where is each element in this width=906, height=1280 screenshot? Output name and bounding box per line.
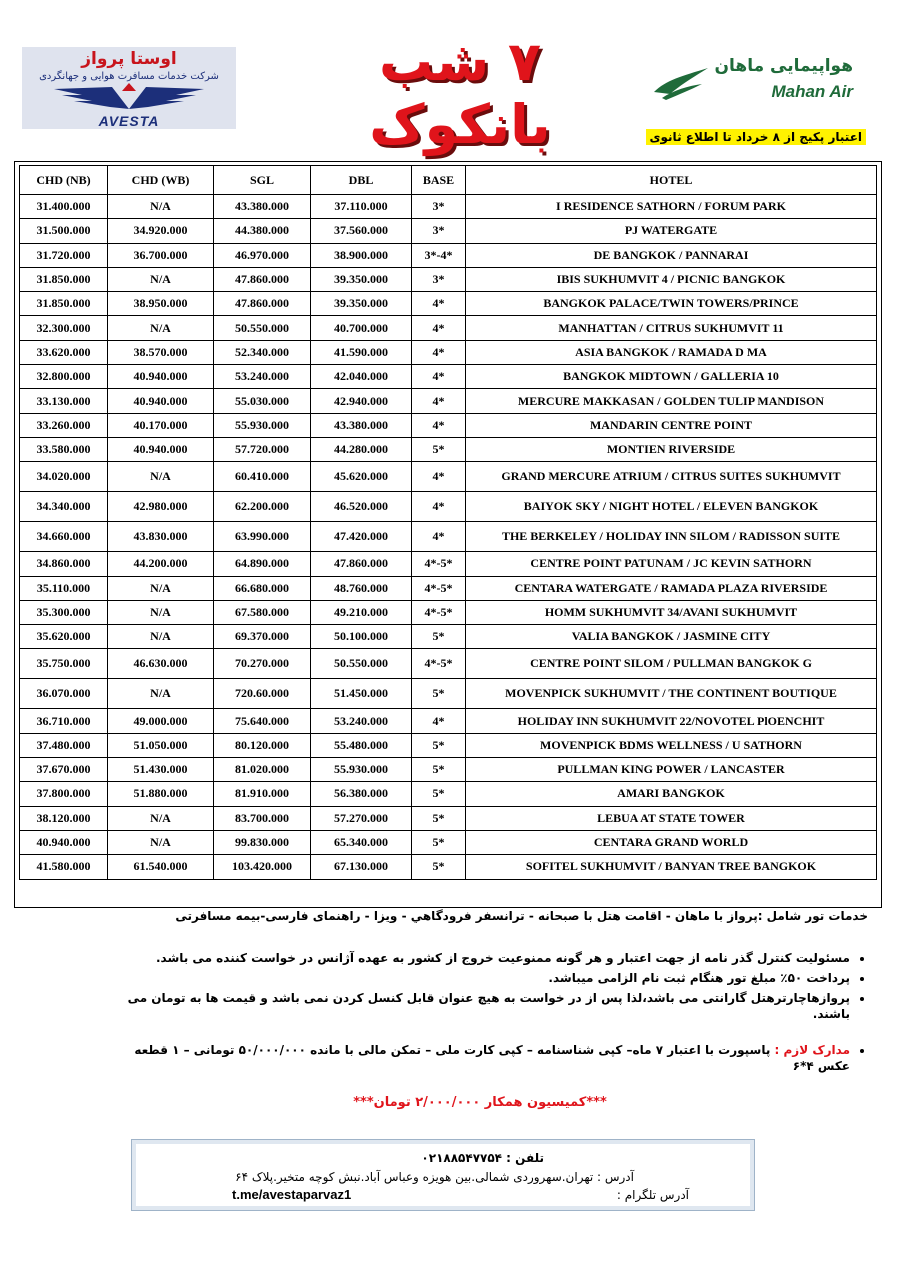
- cell-hotel: MONTIEN RIVERSIDE: [466, 437, 877, 461]
- cell-base: 4*: [412, 462, 466, 492]
- note-item: • پروازهاچارترهتل گارانتی می باشد،لذا پس از در خواست به هیچ عنوان قابل کنسل کردن نمی باشد و قیمت ها به تومان می باشند.: [108, 990, 850, 1022]
- cell-base: 4*-5*: [412, 600, 466, 624]
- table-row: [20, 649, 877, 679]
- cell-dbl: 67.130.000: [311, 855, 412, 879]
- cell-chd-nb: 35.750.000: [20, 649, 108, 679]
- cell-sgl: 83.700.000: [214, 806, 311, 830]
- cell-base: 4*: [412, 709, 466, 733]
- cell-dbl: 55.930.000: [311, 758, 412, 782]
- cell-dbl: 39.350.000: [311, 267, 412, 291]
- cell-chd-wb: N/A: [108, 576, 214, 600]
- cell-sgl: 50.550.000: [214, 316, 311, 340]
- cell-sgl: 63.990.000: [214, 522, 311, 552]
- note-item: • پرداخت ۵۰٪ مبلغ تور هنگام ثبت نام الزامی میباشد.: [108, 970, 850, 986]
- cell-chd-wb: 40.940.000: [108, 437, 214, 461]
- cell-base: 5*: [412, 625, 466, 649]
- agency-en-name: AVESTA: [98, 113, 160, 129]
- cell-chd-nb: 34.020.000: [20, 462, 108, 492]
- cell-base: 4*: [412, 365, 466, 389]
- cell-hotel: LEBUA AT STATE TOWER: [466, 806, 877, 830]
- cell-chd-nb: 34.660.000: [20, 522, 108, 552]
- cell-hotel: CENTRE POINT SILOM / PULLMAN BANGKOK G: [466, 649, 877, 679]
- cell-chd-wb: 61.540.000: [108, 855, 214, 879]
- cell-hotel: PJ WATERGATE: [466, 219, 877, 243]
- table-row: [20, 855, 877, 879]
- cell-dbl: 43.380.000: [311, 413, 412, 437]
- cell-chd-nb: 31.720.000: [20, 243, 108, 267]
- cell-hotel: ASIA BANGKOK / RAMADA D MA: [466, 340, 877, 364]
- cell-chd-wb: 36.700.000: [108, 243, 214, 267]
- cell-sgl: 64.890.000: [214, 552, 311, 576]
- cell-hotel: BANGKOK PALACE/TWIN TOWERS/PRINCE: [466, 292, 877, 316]
- cell-dbl: 57.270.000: [311, 806, 412, 830]
- table-row: [20, 758, 877, 782]
- cell-chd-nb: 32.300.000: [20, 316, 108, 340]
- cell-hotel: DE BANGKOK / PANNARAI: [466, 243, 877, 267]
- cell-chd-nb: 38.120.000: [20, 806, 108, 830]
- cell-base: 3*: [412, 267, 466, 291]
- cell-chd-wb: 51.430.000: [108, 758, 214, 782]
- cell-chd-nb: 33.580.000: [20, 437, 108, 461]
- cell-dbl: 44.280.000: [311, 437, 412, 461]
- cell-dbl: 56.380.000: [311, 782, 412, 806]
- cell-dbl: 47.420.000: [311, 522, 412, 552]
- cell-chd-nb: 34.860.000: [20, 552, 108, 576]
- cell-base: 4*: [412, 340, 466, 364]
- cell-hotel: VALIA BANGKOK / JASMINE CITY: [466, 625, 877, 649]
- cell-base: 4*: [412, 413, 466, 437]
- cell-sgl: 46.970.000: [214, 243, 311, 267]
- cell-dbl: 47.860.000: [311, 552, 412, 576]
- cell-sgl: 70.270.000: [214, 649, 311, 679]
- note-item: • مسئولیت کنترل گذر نامه از جهت اعتبار و هر گونه ممنوعیت خروج از کشور به عهده آژانس در خواست کننده می باشد.: [108, 950, 850, 966]
- cell-chd-nb: 35.620.000: [20, 625, 108, 649]
- table-row: [20, 576, 877, 600]
- cell-chd-wb: 38.570.000: [108, 340, 214, 364]
- cell-base: 5*: [412, 679, 466, 709]
- cell-chd-wb: N/A: [108, 625, 214, 649]
- mahan-air-logo: [652, 56, 857, 106]
- cell-sgl: 103.420.000: [214, 855, 311, 879]
- cell-chd-wb: N/A: [108, 806, 214, 830]
- cell-dbl: 51.450.000: [311, 679, 412, 709]
- telegram-label: آدرس تلگرام :: [616, 1188, 689, 1202]
- cell-chd-nb: 31.400.000: [20, 195, 108, 219]
- cell-dbl: 50.550.000: [311, 649, 412, 679]
- cell-base: 5*: [412, 855, 466, 879]
- cell-chd-nb: 33.260.000: [20, 413, 108, 437]
- cell-chd-wb: 42.980.000: [108, 492, 214, 522]
- cell-hotel: I RESIDENCE SATHORN / FORUM PARK: [466, 195, 877, 219]
- table-row: [20, 437, 877, 461]
- cell-chd-nb: 33.620.000: [20, 340, 108, 364]
- cell-chd-wb: N/A: [108, 316, 214, 340]
- cell-sgl: 720.60.000: [214, 679, 311, 709]
- cell-dbl: 50.100.000: [311, 625, 412, 649]
- table-row: [20, 806, 877, 830]
- cell-sgl: 55.030.000: [214, 389, 311, 413]
- page-title: ۷ شب بانکوک: [369, 30, 551, 156]
- cell-chd-nb: 37.800.000: [20, 782, 108, 806]
- cell-chd-wb: N/A: [108, 462, 214, 492]
- cell-dbl: 55.480.000: [311, 733, 412, 757]
- table-row: [20, 709, 877, 733]
- cell-dbl: 40.700.000: [311, 316, 412, 340]
- cell-hotel: CENTRE POINT PATUNAM / JC KEVIN SATHORN: [466, 552, 877, 576]
- table-row: [20, 462, 877, 492]
- cell-base: 4*-5*: [412, 552, 466, 576]
- cell-chd-wb: N/A: [108, 600, 214, 624]
- cell-chd-wb: 49.000.000: [108, 709, 214, 733]
- documents-label: مدارک لازم :: [774, 1043, 850, 1057]
- cell-chd-nb: 35.300.000: [20, 600, 108, 624]
- col-header-chd-wb: CHD (WB): [108, 166, 214, 195]
- table-row: [20, 267, 877, 291]
- cell-dbl: 65.340.000: [311, 830, 412, 854]
- cell-base: 5*: [412, 758, 466, 782]
- cell-hotel: CENTARA WATERGATE / RAMADA PLAZA RIVERSIDE: [466, 576, 877, 600]
- airline-fa-name: هواپیمایی ماهان: [714, 56, 853, 76]
- cell-sgl: 44.380.000: [214, 219, 311, 243]
- contact-box: [131, 1139, 755, 1211]
- table-row: [20, 679, 877, 709]
- cell-chd-wb: 44.200.000: [108, 552, 214, 576]
- table-row: [20, 522, 877, 552]
- cell-sgl: 57.720.000: [214, 437, 311, 461]
- cell-chd-nb: 31.850.000: [20, 267, 108, 291]
- cell-chd-wb: 40.170.000: [108, 413, 214, 437]
- cell-chd-wb: N/A: [108, 267, 214, 291]
- documents-text: پاسپورت با اعتبار ۷ ماه– کپی شناسنامه – کپی کارت ملی – تمکن مالی با مانده ۵۰/۰۰۰/۰۰۰ تومانی – ۱ قطعه عکس ۴*۶: [134, 1043, 850, 1073]
- table-row: [20, 292, 877, 316]
- cell-sgl: 43.380.000: [214, 195, 311, 219]
- agency-fa-subtitle: شرکت خدمات مسافرت هوایی و جهانگردی: [39, 71, 219, 82]
- cell-chd-nb: 41.580.000: [20, 855, 108, 879]
- cell-chd-wb: 34.920.000: [108, 219, 214, 243]
- cell-base: 5*: [412, 782, 466, 806]
- cell-chd-wb: 51.050.000: [108, 733, 214, 757]
- table-row: [20, 830, 877, 854]
- cell-dbl: 49.210.000: [311, 600, 412, 624]
- cell-hotel: HOLIDAY INN SUKHUMVIT 22/NOVOTEL PlOENCHIT: [466, 709, 877, 733]
- cell-sgl: 47.860.000: [214, 292, 311, 316]
- cell-dbl: 41.590.000: [311, 340, 412, 364]
- cell-sgl: 81.020.000: [214, 758, 311, 782]
- mahan-air-bird-icon: [652, 62, 712, 102]
- table-row: [20, 625, 877, 649]
- table-row: [20, 600, 877, 624]
- cell-sgl: 55.930.000: [214, 413, 311, 437]
- cell-hotel: MERCURE MAKKASAN / GOLDEN TULIP MANDISON: [466, 389, 877, 413]
- cell-base: 5*: [412, 806, 466, 830]
- cell-hotel: IBIS SUKHUMVIT 4 / PICNIC BANGKOK: [466, 267, 877, 291]
- col-header-hotel: HOTEL: [466, 166, 877, 195]
- cell-sgl: 99.830.000: [214, 830, 311, 854]
- cell-chd-nb: 40.940.000: [20, 830, 108, 854]
- table-row: [20, 340, 877, 364]
- cell-chd-wb: 51.880.000: [108, 782, 214, 806]
- cell-hotel: MANDARIN CENTRE POINT: [466, 413, 877, 437]
- cell-hotel: MANHATTAN / CITRUS SUKHUMVIT 11: [466, 316, 877, 340]
- table-row: [20, 243, 877, 267]
- cell-dbl: 42.040.000: [311, 365, 412, 389]
- cell-sgl: 69.370.000: [214, 625, 311, 649]
- col-header-chd-nb: CHD (NB): [20, 166, 108, 195]
- cell-hotel: HOMM SUKHUMVIT 34/AVANI SUKHUMVIT: [466, 600, 877, 624]
- cell-chd-wb: N/A: [108, 830, 214, 854]
- table-row: [20, 733, 877, 757]
- cell-sgl: 67.580.000: [214, 600, 311, 624]
- contact-address: آدرس : تهران.سهروردی شمالی.بین هویزه وعباس آباد.نبش کوچه متخیر.پلاک ۶۴: [235, 1170, 634, 1184]
- cell-hotel: MOVENPICK SUKHUMVIT / THE CONTINENT BOUTIQUE: [466, 679, 877, 709]
- cell-hotel: CENTARA GRAND WORLD: [466, 830, 877, 854]
- cell-sgl: 62.200.000: [214, 492, 311, 522]
- table-header-row: [20, 166, 877, 195]
- table-row: [20, 195, 877, 219]
- cell-hotel: AMARI BANGKOK: [466, 782, 877, 806]
- cell-dbl: 45.620.000: [311, 462, 412, 492]
- cell-chd-nb: 34.340.000: [20, 492, 108, 522]
- table-row: [20, 782, 877, 806]
- cell-chd-nb: 35.110.000: [20, 576, 108, 600]
- cell-sgl: 66.680.000: [214, 576, 311, 600]
- commission-text: ***کمیسیون همکار ۲/۰۰۰/۰۰۰ تومان***: [353, 1095, 607, 1110]
- cell-dbl: 53.240.000: [311, 709, 412, 733]
- contact-phone: تلفن : ۰۲۱۸۸۵۴۷۷۵۴: [421, 1151, 544, 1165]
- cell-chd-wb: N/A: [108, 195, 214, 219]
- table-row: [20, 219, 877, 243]
- cell-chd-nb: 32.800.000: [20, 365, 108, 389]
- table-row: [20, 389, 877, 413]
- cell-dbl: 37.110.000: [311, 195, 412, 219]
- cell-sgl: 81.910.000: [214, 782, 311, 806]
- airline-en-name: Mahan Air: [771, 82, 853, 101]
- cell-hotel: BAIYOK SKY / NIGHT HOTEL / ELEVEN BANGKOK: [466, 492, 877, 522]
- validity-banner: اعتبار پکیج از ۸ خرداد تا اطلاع ثانوی: [646, 129, 866, 145]
- col-header-dbl: DBL: [311, 166, 412, 195]
- cell-base: 5*: [412, 830, 466, 854]
- cell-hotel: SOFITEL SUKHUMVIT / BANYAN TREE BANGKOK: [466, 855, 877, 879]
- cell-base: 4*-5*: [412, 576, 466, 600]
- cell-chd-nb: 31.850.000: [20, 292, 108, 316]
- cell-chd-nb: 37.480.000: [20, 733, 108, 757]
- cell-dbl: 37.560.000: [311, 219, 412, 243]
- cell-chd-wb: 46.630.000: [108, 649, 214, 679]
- cell-chd-wb: N/A: [108, 679, 214, 709]
- cell-base: 4*: [412, 316, 466, 340]
- cell-chd-wb: 38.950.000: [108, 292, 214, 316]
- col-header-sgl: SGL: [214, 166, 311, 195]
- cell-base: 4*: [412, 292, 466, 316]
- cell-base: 4*: [412, 522, 466, 552]
- price-table-frame: [14, 161, 882, 908]
- cell-chd-wb: 43.830.000: [108, 522, 214, 552]
- table-row: [20, 552, 877, 576]
- table-row: [20, 365, 877, 389]
- cell-chd-nb: 36.710.000: [20, 709, 108, 733]
- col-header-base: BASE: [412, 166, 466, 195]
- cell-chd-nb: 37.670.000: [20, 758, 108, 782]
- agency-fa-name: اوستا پرواز: [81, 49, 177, 69]
- cell-base: 3*-4*: [412, 243, 466, 267]
- cell-sgl: 75.640.000: [214, 709, 311, 733]
- cell-hotel: BANGKOK MIDTOWN / GALLERIA 10: [466, 365, 877, 389]
- cell-chd-wb: 40.940.000: [108, 365, 214, 389]
- cell-base: 5*: [412, 733, 466, 757]
- cell-base: 4*-5*: [412, 649, 466, 679]
- price-table: [19, 165, 877, 880]
- wings-logo-icon: [52, 83, 206, 113]
- cell-base: 5*: [412, 437, 466, 461]
- table-row: [20, 413, 877, 437]
- cell-sgl: 80.120.000: [214, 733, 311, 757]
- tour-services: خدمات تور شامل :پرواز با ماهان - اقامت هتل با صبحانه - ترانسفر فرودگاهي - ویزا - راهنمای فارسی-بیمه مسافرتی: [175, 909, 868, 923]
- notes-list: [108, 950, 868, 1074]
- cell-hotel: GRAND MERCURE ATRIUM / CITRUS SUITES SUKHUMVIT: [466, 462, 877, 492]
- cell-base: 4*: [412, 492, 466, 522]
- cell-dbl: 48.760.000: [311, 576, 412, 600]
- cell-hotel: MOVENPICK BDMS WELLNESS / U SATHORN: [466, 733, 877, 757]
- cell-base: 4*: [412, 389, 466, 413]
- cell-dbl: 46.520.000: [311, 492, 412, 522]
- cell-base: 3*: [412, 219, 466, 243]
- cell-hotel: THE BERKELEY / HOLIDAY INN SILOM / RADISSON SUITE: [466, 522, 877, 552]
- cell-sgl: 53.240.000: [214, 365, 311, 389]
- notes-section: [108, 950, 868, 1078]
- cell-hotel: PULLMAN KING POWER / LANCASTER: [466, 758, 877, 782]
- cell-dbl: 38.900.000: [311, 243, 412, 267]
- cell-sgl: 47.860.000: [214, 267, 311, 291]
- required-documents: [108, 1042, 850, 1074]
- telegram-link[interactable]: t.me/avestaparvaz1: [232, 1187, 352, 1202]
- cell-sgl: 60.410.000: [214, 462, 311, 492]
- cell-chd-nb: 31.500.000: [20, 219, 108, 243]
- cell-chd-nb: 36.070.000: [20, 679, 108, 709]
- cell-dbl: 39.350.000: [311, 292, 412, 316]
- cell-sgl: 52.340.000: [214, 340, 311, 364]
- cell-base: 3*: [412, 195, 466, 219]
- cell-chd-wb: 40.940.000: [108, 389, 214, 413]
- avesta-logo: [22, 47, 236, 129]
- table-body: [20, 195, 877, 880]
- table-row: [20, 316, 877, 340]
- cell-dbl: 42.940.000: [311, 389, 412, 413]
- cell-chd-nb: 33.130.000: [20, 389, 108, 413]
- table-row: [20, 492, 877, 522]
